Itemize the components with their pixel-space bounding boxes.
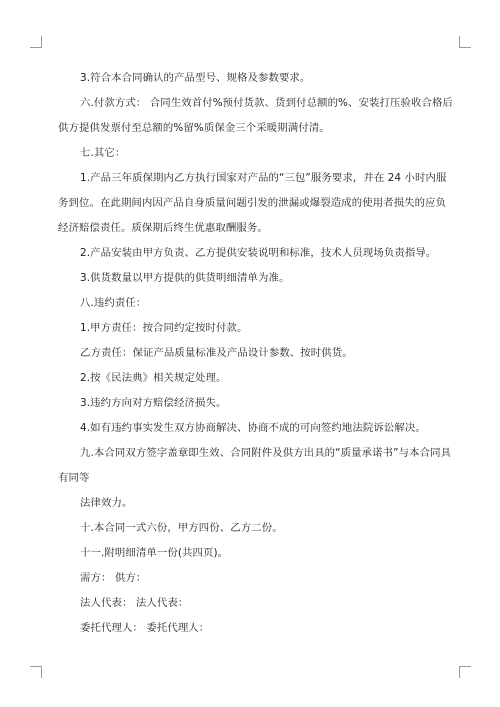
paragraph-line: 3.供货数量以甲方提供的供货明细清单为准。 — [80, 272, 290, 284]
paragraph-line: 九.本合同双方签字盖章即生效、合同附件及供方出具的“质量承诺书”与本合同具 — [80, 447, 452, 459]
signature-line-agent: 委托代理人： 委托代理人： — [80, 622, 210, 634]
paragraph-line: 供方提供发票付至总额的%留%质保金三个采暖期满付清。 — [58, 122, 330, 134]
paragraph-line: 2.按《民法典》相关规定处理。 — [80, 372, 227, 384]
signature-line-legal-rep: 法人代表： 法人代表： — [80, 597, 189, 609]
section-heading: 七.其它： — [80, 147, 126, 159]
signature-line-party: 需方： 供方： — [80, 572, 147, 584]
paragraph-line: 经济赔偿责任。质保期后终生优惠取酬服务。 — [58, 222, 268, 234]
paragraph-line: 乙方责任：保证产品质量标准及产品设计参数、按时供货。 — [80, 347, 353, 359]
paragraph-line: 十一.附明细清单一份(共四页)。 — [80, 547, 229, 559]
paragraph-line: 法律效力。 — [80, 497, 133, 509]
paragraph-line: 2.产品安装由甲方负责、乙方提供安装说明和标准，技术人员现场负责指导。 — [80, 247, 437, 259]
paragraph-line: 1.甲方责任：按合同约定按时付款。 — [80, 322, 248, 334]
paragraph-line: 十.本合同一式六份，甲方四份、乙方二份。 — [80, 522, 283, 534]
crop-mark-top-right — [459, 36, 471, 48]
paragraph-line: 3.违约方向对方赔偿经济损失。 — [80, 397, 227, 409]
paragraph-line: 务到位。在此期间内因产品自身质量问题引发的泄漏或爆裂造成的使用者损失的应负 — [58, 197, 447, 209]
paragraph-line: 有同等 — [58, 472, 90, 484]
paragraph-line: 1.产品三年质保期内乙方执行国家对产品的“三包”服务要求，并在 24 小时内服 — [80, 172, 447, 184]
section-heading: 八.违约责任： — [80, 297, 147, 309]
paragraph-line: 六.付款方式： 合同生效首付%预付货款、货到付总额的%、安装打压验收合格后 — [80, 97, 453, 109]
crop-mark-bottom-right — [459, 666, 471, 678]
paragraph-line: 3.符合本合同确认的产品型号、规格及参数要求。 — [80, 72, 311, 84]
crop-mark-top-left — [30, 36, 42, 48]
crop-mark-bottom-left — [30, 666, 42, 678]
paragraph-line: 4.如有违约事实发生双方协商解决、协商不成的可向签约地法院诉讼解决。 — [80, 422, 426, 434]
